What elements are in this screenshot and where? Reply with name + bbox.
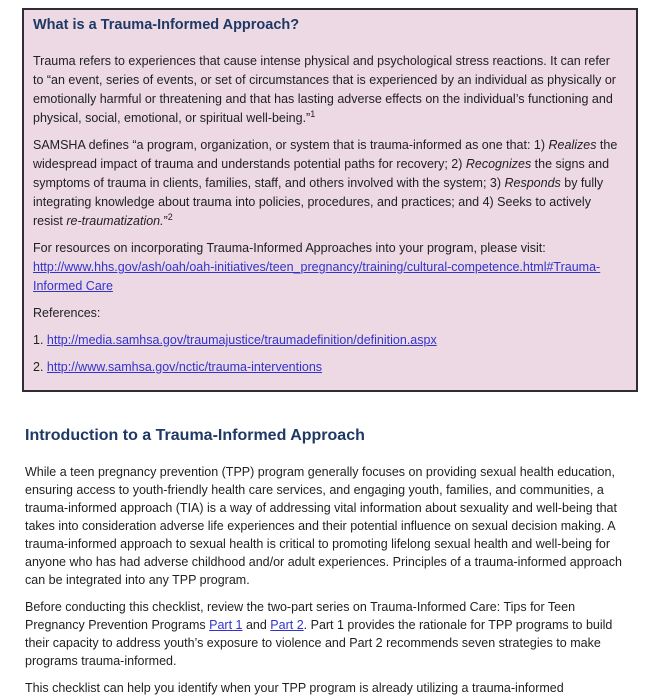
- text-run: SAMSHA defines “a program, organization, or system that is trauma-informed as one that: 1): [33, 138, 549, 152]
- intro-paragraph-checklist: [25, 598, 636, 670]
- inline-link[interactable]: Part 2: [270, 618, 304, 632]
- reference-number-1: 1.: [33, 333, 47, 347]
- trauma-definition-box: [22, 8, 638, 392]
- text-run: Trauma refers to experiences that cause intense physical and psychological stress reactions. It can refer to “an event, series of events, or set of circumstances that is experienced by an individual as physically or emotionally harmful or threatening and that has lasting adverse effects on the individual’s functioning and physical, social, emotional, or spiritual well-being.”: [33, 54, 616, 125]
- text-run: the widespread impact of trauma and understands potential paths for recovery; 2): [33, 138, 618, 171]
- italic-text: Realizes: [548, 138, 597, 152]
- reference-item-2: [33, 358, 622, 377]
- box-paragraph-trauma-definition: [33, 52, 622, 128]
- resources-link[interactable]: http://www.hhs.gov/ash/oah/oah-initiatives/teen_pregnancy/training/cultural-competence.html#Trauma-Informed Care: [33, 260, 601, 293]
- references-label: References:: [33, 306, 101, 320]
- italic-text: Recognizes: [465, 157, 532, 171]
- superscript-reference-marker: 1: [310, 108, 316, 119]
- introduction-heading: Introduction to a Trauma-Informed Approach: [25, 427, 365, 444]
- introduction-section: [22, 426, 638, 697]
- inline-link[interactable]: Part 1: [209, 618, 243, 632]
- text-run: . Part 1 provides the rationale for TPP programs to build their capacity to address youth’s exposure to violence and Part 2 recommends seven strategies to make programs trauma-informed.: [25, 618, 613, 668]
- text-run: the signs and symptoms of trauma in clients, families, staff, and others involved with the system; 3): [33, 157, 610, 190]
- reference-number-2: 2.: [33, 360, 47, 374]
- text-run: ”: [163, 214, 168, 228]
- text-run: by fully integrating knowledge about trauma into policies, procedures, and practices; and 4) Seeks to actively resist: [33, 176, 604, 228]
- superscript-reference-marker: 2: [167, 211, 173, 222]
- intro-paragraph-cutoff: This checklist can help you identify when your TPP program is already utilizing a trauma-informed: [25, 681, 564, 695]
- box-paragraph-resources: [33, 239, 622, 296]
- reference-link-1[interactable]: http://media.samhsa.gov/traumajustice/traumadefinition/definition.aspx: [46, 333, 437, 347]
- italic-text: re-traumatization.: [66, 214, 164, 228]
- box-paragraph-samsha-definition: [33, 136, 622, 231]
- resources-intro-text: For resources on incorporating Trauma-Informed Approaches into your program, please visit:: [33, 241, 546, 255]
- text-run: and: [242, 618, 271, 632]
- reference-link-2[interactable]: http://www.samhsa.gov/nctic/trauma-interventions: [46, 360, 323, 374]
- text-run: Before conducting this checklist, review the two-part series on Trauma-Informed Care: Tips for Teen Pregnancy Prevention Programs: [25, 600, 576, 632]
- intro-paragraph-overview: While a teen pregnancy prevention (TPP) program generally focuses on providing sexual health education, ensuring access to youth-friendly health care services, and engaging youth, families, and communities, a trauma-informed approach (TIA) is a way of addressing vital information about sexuality and well-being that takes into consideration adverse life experiences and their potential influence on sexual decision making. A trauma-informed approach to sexual health is critical to promoting lifelong sexual health and well-being for anyone who has had adverse childhood and/or adult experiences. Principles of a trauma-informed approach can be integrated into any TPP program.: [25, 465, 622, 587]
- box-title: What is a Trauma-Informed Approach?: [33, 17, 300, 33]
- italic-text: Responds: [504, 176, 561, 190]
- reference-item-1: [33, 331, 622, 350]
